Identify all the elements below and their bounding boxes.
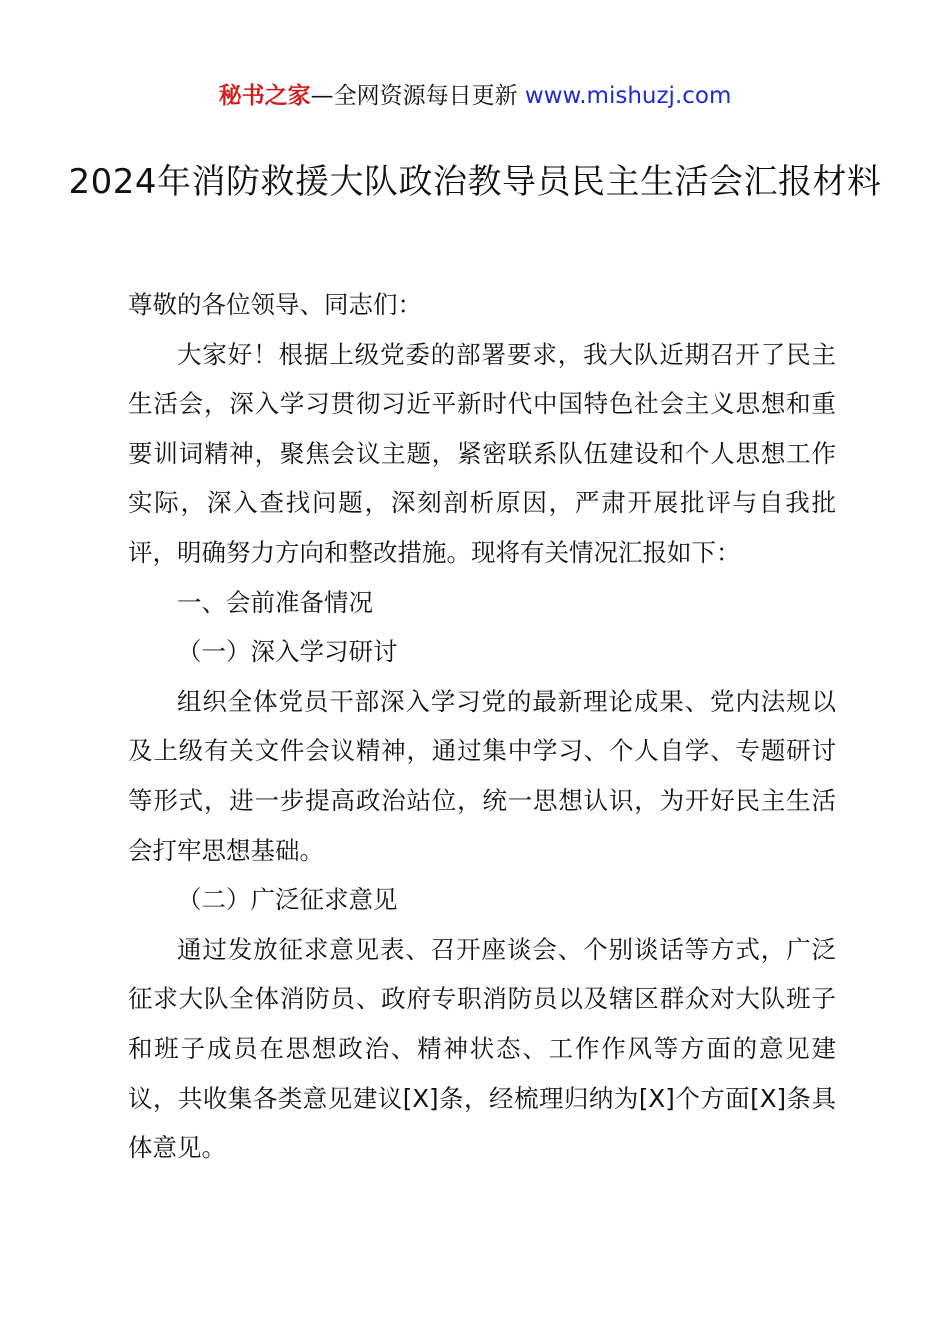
salutation: 尊敬的各位领导、同志们： [128, 290, 422, 319]
document-body [128, 280, 836, 1173]
body-paragraph: 通过发放征求意见表、召开座谈会、个别谈话等方式，广泛征求大队全体消防员、政府专职消防员以及辖区群众对大队班子和班子成员在思想政治、精神状态、工作作风等方面的意见建议，共收集各类意见建议[X]条，经梳理归纳为[X]个方面[X]条具体意见。 [128, 934, 836, 1163]
body-paragraph: 组织全体党员干部深入学习党的最新理论成果、党内法规以及上级有关文件会议精神，通过集中学习、个人自学、专题研讨等形式，进一步提高政治站位，统一思想认识，为开好民主生活会打牢思想基础。 [128, 686, 836, 865]
document-title: 2024年消防救援大队政治教导员民主生活会汇报材料 [68, 162, 882, 202]
subsection-heading: （一）深入学习研讨 [177, 637, 398, 667]
header-slogan: —全网资源每日更新 [310, 83, 518, 109]
intro-paragraph: 大家好！根据上级党委的部署要求，我大队近期召开了民主生活会，深入学习贯彻习近平新时代中国特色社会主义思想和重要训词精神，聚焦会议主题，紧密联系队伍建设和个人思想工作实际，深入查找问题，深刻剖析原因，严肃开展批评与自我批评，明确努力方向和整改措施。现将有关情况汇报如下： [128, 339, 836, 567]
site-header [0, 80, 950, 112]
section-heading: 一、会前准备情况 [177, 587, 373, 617]
brand-name: 秘书之家 [218, 83, 311, 109]
subsection-heading: （二）广泛征求意见 [177, 885, 398, 915]
site-url-link[interactable]: www.mishuzj.com [524, 83, 732, 109]
